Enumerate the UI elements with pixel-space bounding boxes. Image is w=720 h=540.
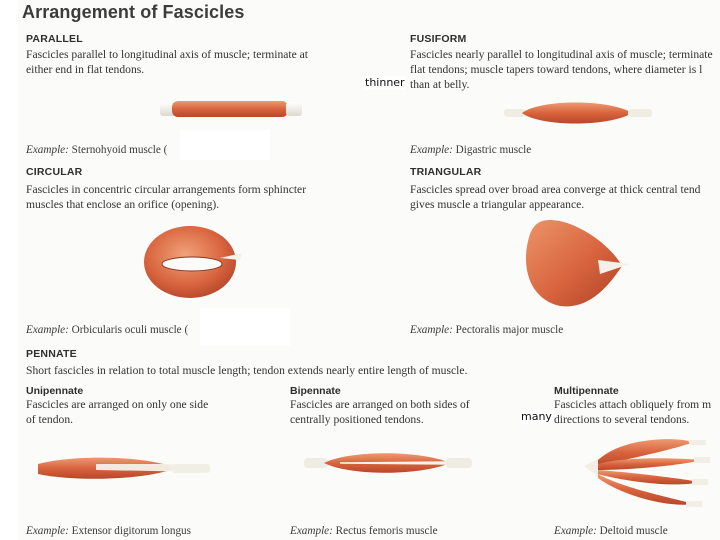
redaction-box bbox=[200, 308, 290, 346]
parallel-muscle-illustration bbox=[160, 90, 310, 130]
annotation-many: many bbox=[521, 410, 552, 423]
pennate-description: Short fascicles in relation to total muscle length; tendon extends nearly entire length of muscle. bbox=[26, 364, 468, 377]
unipennate-muscle-illustration bbox=[36, 450, 216, 490]
page-title: Arrangement of Fascicles bbox=[22, 2, 245, 22]
parallel-example: Example: Sternohyoid muscle ( bbox=[26, 144, 168, 156]
triangular-heading: TRIANGULAR bbox=[410, 166, 482, 178]
triangular-description: Fascicles spread over broad area converge at thick central tend gives muscle a triangular appearance. bbox=[410, 183, 701, 211]
unipennate-description: Fascicles are arranged on only one side of tendon. bbox=[26, 398, 209, 426]
unipennate-heading: Unipennate bbox=[26, 385, 84, 397]
circular-heading: CIRCULAR bbox=[26, 166, 83, 178]
fusiform-heading: FUSIFORM bbox=[410, 33, 467, 45]
triangular-muscle-illustration bbox=[520, 214, 640, 314]
multipennate-muscle-illustration bbox=[582, 432, 712, 512]
multipennate-heading: Multipennate bbox=[554, 385, 619, 397]
bipennate-muscle-illustration bbox=[300, 446, 480, 480]
fusiform-muscle-illustration bbox=[500, 96, 660, 130]
bipennate-example: Example: Rectus femoris muscle bbox=[290, 525, 438, 537]
fusiform-example: Example: Digastric muscle bbox=[410, 144, 532, 156]
circular-example: Example: Orbicularis oculi muscle ( bbox=[26, 324, 189, 336]
circular-muscle-illustration bbox=[140, 220, 250, 300]
annotation-thinner: thinner bbox=[365, 76, 405, 89]
pennate-heading: PENNATE bbox=[26, 348, 77, 360]
parallel-description: Fascicles parallel to longitudinal axis of muscle; terminate at either end in flat tendons. bbox=[26, 48, 309, 76]
triangular-example: Example: Pectoralis major muscle bbox=[410, 324, 564, 336]
redaction-box bbox=[180, 130, 270, 160]
bipennate-heading: Bipennate bbox=[290, 385, 341, 397]
circular-description: Fascicles in concentric circular arrangements form sphincter muscles that enclose an orifice (opening). bbox=[26, 183, 307, 211]
fusiform-description: Fascicles nearly parallel to longitudinal axis of muscle; terminate flat tendons; muscle tapers toward tendons, where diameter is l than at belly. bbox=[410, 48, 713, 91]
bipennate-description: Fascicles are arranged on both sides of centrally positioned tendons. bbox=[290, 398, 470, 426]
multipennate-example: Example: Deltoid muscle bbox=[554, 525, 668, 537]
unipennate-example: Example: Extensor digitorum longus bbox=[26, 525, 191, 537]
parallel-heading: PARALLEL bbox=[26, 33, 83, 45]
multipennate-description: Fascicles attach obliquely from m directions to several tendons. bbox=[554, 398, 712, 426]
page-margin bbox=[0, 0, 18, 540]
